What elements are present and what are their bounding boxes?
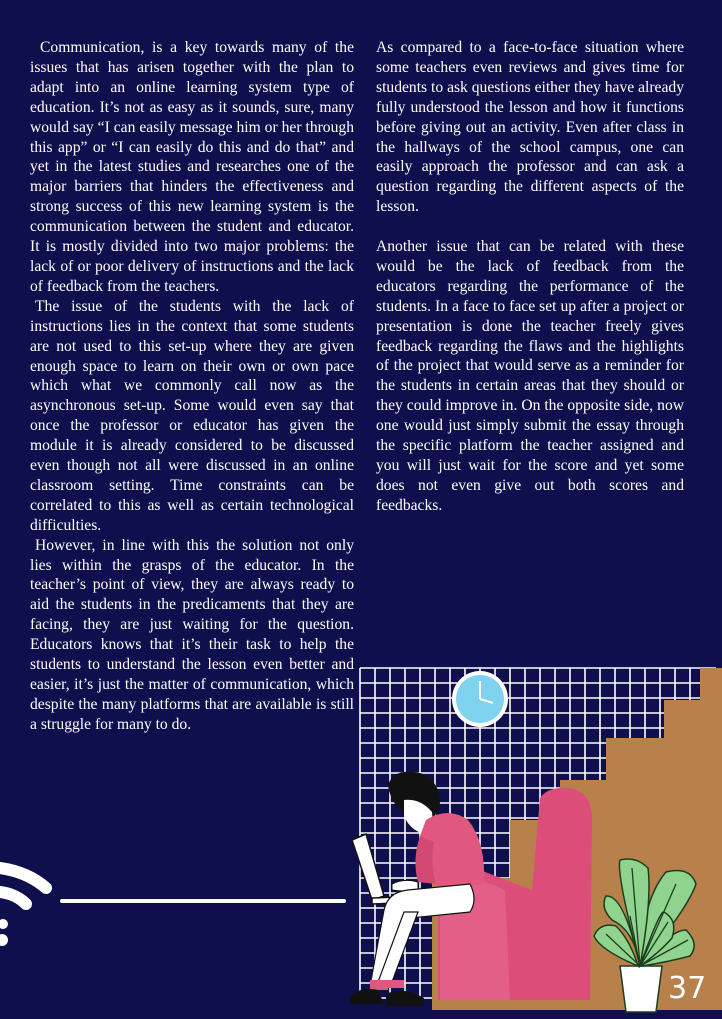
paragraph-solution: However, in line with this the solution not only lies within the grasps of the educator. In the teacher’s point of view, they are always ready to aid the students in the predicaments that they are facing, they are just waiting for the question. Educators knows that it’s their task to help the students to understand the lesson even better and easier, it’s just the matter of communication, which despite the many platforms that are available is still a struggle for many to do. (30, 536, 354, 733)
paragraph-face-to-face: As compared to a face-to-face situation where some teachers even reviews and gives time for students to ask questions either they have already fully understood the lesson and how it functions before giving out an activity. Even after class in the hallways of the school campus, one can easily approach the professor and can ask a question regarding the different aspects of the lesson. (376, 39, 684, 216)
page-number: 37 (668, 971, 707, 1006)
paragraph-communication: Communication, is a key towards many of the issues that has arisen together with the plan to adapt into an online learning system type of education. It’s not as easy as it sounds, sure, many would say “I can easily message him or her through this app” or “I can easily do this and do that” and yet in the latest studies and researches one of the major barriers that hinders the effectiveness and strong success of this new learning system is the communication between the student and educator. It is mostly divided into two major problems: the lack of or poor delivery of instructions and the lack of feedback from the teachers. (30, 39, 354, 295)
wifi-icon (0, 868, 46, 946)
paragraph-instructions-issue: The issue of the students with the lack of instructions lies in the context that some students are not used to this set-up where they are given enough space to learn on their own or own pace which what we commonly call now as the asynchronous set-up. Some would even say that once the professor or educator has given the module it is already considered to be discussed even though not all were discussed in an online classroom setting. Time constraints can be correlated to this as well as certain technological difficulties. (30, 297, 354, 534)
clock-icon (452, 671, 508, 727)
paragraph-feedback-issue: Another issue that can be related with these would be the lack of feedback from the educators regarding the performance of the students. In a face to face set up after a project or presentation is done the teacher freely gives feedback regarding the flaws and the highlights of the project that would serve as a reminder for the students in certain areas that they should or they could improve in. On the opposite side, now one would just simply submit the essay through the specific platform the teacher assigned and you will just wait for the score and yet some does not even give out both scores and feedbacks. (376, 238, 684, 514)
